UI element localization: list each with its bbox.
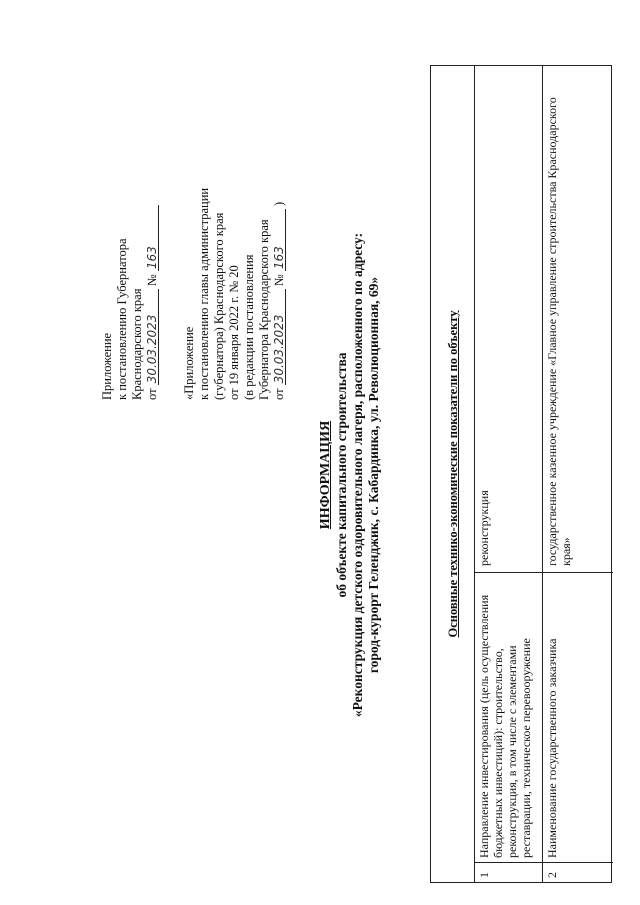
appendix-quoted-line3: (губернатора) Краснодарского края (212, 212, 226, 400)
appendix-quoted-line1: «Приложение (182, 326, 196, 400)
appendix-line1: Приложение (100, 332, 114, 400)
appendix-block (100, 205, 160, 400)
row-label: Наименование государственного заказчика (543, 572, 613, 862)
title-line3: «Реконструкция детского оздоровительного лагеря, расположенного по адресу: (350, 232, 365, 718)
appendix-quoted-line5: (в редакции постановления (242, 254, 256, 400)
row-number: 1 (475, 862, 542, 882)
appendix-line3: Краснодарского края (130, 288, 144, 400)
row-label: Направление инвестирования (цель осуществления бюджетных инвестиций): строительство, реконструкция, в том числе с элементами реставрации, техническое перевооружение (475, 572, 542, 862)
appendix-quoted-block (182, 188, 287, 400)
row-value: реконструкция (477, 490, 491, 566)
appendix-number: 163 (146, 205, 159, 271)
appendix-line2: к постановлению Губернатора (115, 238, 129, 400)
appendix-quoted-line4: от 19 января 2022 г. № 20 (227, 265, 241, 400)
table-row (475, 66, 543, 882)
table-header: Основные технико-экономические показатели по объекту (431, 66, 475, 882)
table-row (543, 66, 613, 882)
appendix-quoted-line6: Губернатора Краснодарского края (257, 219, 271, 400)
appendix-quoted-line2: к постановлению главы администрации (197, 187, 211, 400)
indicators-table (430, 65, 612, 883)
row-value: государственное казенное учреждение «Главное управление строительства Краснодарского края» (545, 97, 573, 566)
appendix-line4: от 30.03.2023 № 163 (145, 205, 160, 400)
document-title (318, 165, 382, 785)
appendix-date: 30.03.2023 (146, 289, 159, 385)
appendix-quoted-number: 163 (273, 209, 286, 271)
title-line4: город-курорт Геленджик, с. Кабардинка, ул. Революционная, 69» (366, 276, 381, 674)
row-number: 2 (543, 862, 613, 882)
title-heading: ИНФОРМАЦИЯ (318, 420, 333, 530)
appendix-quoted-line7: от 30.03.2023 № 163 ) (272, 201, 286, 400)
title-line2: об объекте капитального строительства (334, 352, 349, 598)
appendix-quoted-date: 30.03.2023 (273, 289, 286, 385)
